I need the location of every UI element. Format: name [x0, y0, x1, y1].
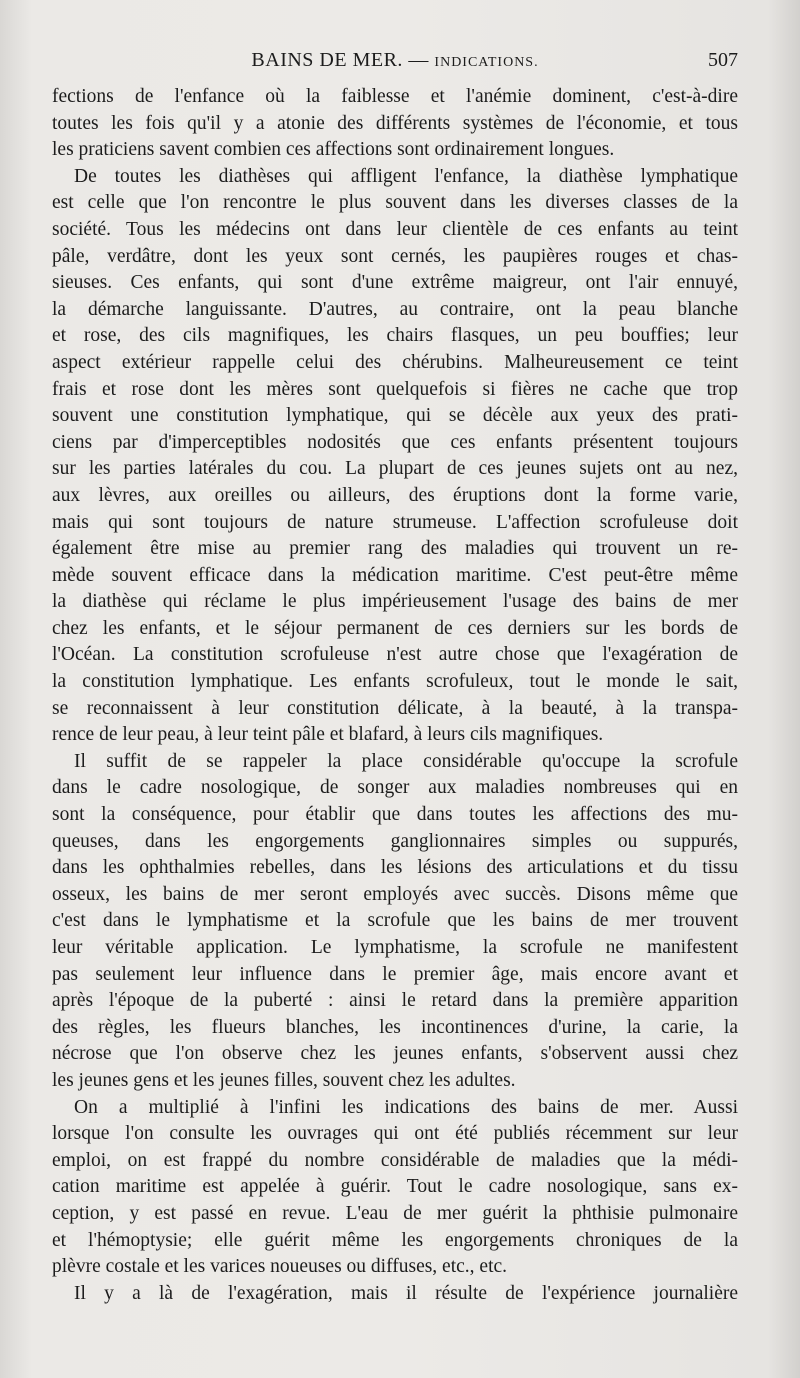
text-line: les praticiens savent combien ces affections sont ordinairement longues.: [52, 139, 615, 161]
text-line: après l'époque de la puberté : ainsi le retard dans la première apparition: [52, 990, 738, 1012]
text-line: toutes les fois qu'il y a atonie des différents systèmes de l'économie, et tous: [52, 112, 738, 134]
text-line: aspect extérieur rappelle celui des chérubins. Malheureusement ce teint: [52, 351, 738, 373]
page-number: 507: [708, 49, 738, 71]
running-title-separator: —: [408, 49, 429, 71]
text-line: aux lèvres, aux oreilles ou ailleurs, des éruptions dont la forme varie,: [52, 484, 738, 506]
text-line: l'Océan. La constitution scrofuleuse n'est autre chose que l'exagération de: [52, 644, 738, 666]
text-line: est celle que l'on rencontre le plus souvent dans les diverses classes de la: [52, 192, 738, 214]
paragraph-start-line: On a multiplié à l'infini les indications des bains de mer. Aussi: [74, 1096, 738, 1118]
text-line: se reconnaissent à leur constitution délicate, à la beauté, à la transpa-: [52, 697, 738, 719]
text-line: chez les enfants, et le séjour permanent de ces derniers sur les bords de: [52, 617, 738, 639]
text-line: société. Tous les médecins ont dans leur clientèle de ces enfants au teint: [52, 218, 738, 240]
text-line: des règles, les flueurs blanches, les incontinences d'urine, la carie, la: [52, 1016, 738, 1038]
running-head: [52, 46, 738, 76]
text-line: nécrose que l'on observe chez les jeunes enfants, s'observent aussi chez: [52, 1043, 738, 1065]
paragraph-start-line: Il y a là de l'exagération, mais il résulte de l'expérience journalière: [74, 1282, 738, 1304]
text-line: sieuses. Ces enfants, qui sont d'une extrême maigreur, ont l'air ennuyé,: [52, 272, 738, 294]
running-title: [52, 46, 738, 77]
text-line: la diathèse qui réclame le plus impérieusement l'usage des bains de mer: [52, 591, 738, 613]
text-line: mais qui sont toujours de nature strumeuse. L'affection scrofuleuse doit: [52, 511, 738, 533]
text-line: dans le cadre nosologique, de songer aux maladies nombreuses qui en: [52, 777, 738, 799]
text-line: osseux, les bains de mer seront employés avec succès. Disons même que: [52, 883, 738, 905]
text-line: souvent une constitution lymphatique, qui se décèle aux yeux des prati-: [52, 405, 738, 427]
text-line: frais et rose dont les mères sont quelquefois si fières ne cache que trop: [52, 378, 738, 400]
text-line: la démarche languissante. D'autres, au contraire, ont la peau blanche: [52, 298, 738, 320]
text-line: c'est dans le lymphatisme et la scrofule que les bains de mer trouvent: [52, 910, 738, 932]
text-line: leur véritable application. Le lymphatisme, la scrofule ne manifestent: [52, 937, 738, 958]
text-line: également être mise au premier rang des maladies qui trouvent un re-: [52, 538, 738, 560]
text-line: la constitution lymphatique. Les enfants scrofuleux, tout le monde le sait,: [52, 671, 738, 693]
text-line: et l'hémoptysie; elle guérit même les engorgements chroniques de la: [52, 1229, 738, 1251]
text-line: dans les ophthalmies rebelles, dans les lésions des articulations et du tissu: [52, 857, 738, 879]
paragraph-start-line: Il suffit de se rappeler la place considérable qu'occupe la scrofule: [74, 750, 738, 772]
body-text: [52, 84, 738, 1307]
text-line: pâle, verdâtre, dont les yeux sont cernés, les paupières rouges et chas-: [52, 245, 738, 267]
text-line: fections de l'enfance où la faiblesse et l'anémie dominent, c'est-à-dire: [52, 86, 738, 107]
text-line: emploi, on est frappé du nombre considérable de maladies que la médi-: [52, 1149, 738, 1171]
text-line: sont la conséquence, pour établir que dans toutes les affections des mu-: [52, 804, 738, 826]
text-line: mède souvent efficace dans la médication maritime. C'est peut-être même: [52, 564, 738, 586]
text-line: pas seulement leur influence dans le premier âge, mais encore avant et: [52, 963, 738, 985]
running-title-section: INDICATIONS.: [434, 55, 539, 70]
text-line: lorsque l'on consulte les ouvrages qui ont été publiés récemment sur leur: [52, 1123, 738, 1145]
running-title-main: BAINS DE MER.: [251, 49, 403, 71]
text-line: les jeunes gens et les jeunes filles, souvent chez les adultes.: [52, 1069, 516, 1091]
text-line: queuses, dans les engorgements ganglionnaires simples ou suppurés,: [52, 830, 738, 852]
paragraph-start-line: De toutes les diathèses qui affligent l'enfance, la diathèse lymphatique: [74, 165, 738, 187]
text-line: ciens par d'imperceptibles nodosités que ces enfants présentent toujours: [52, 431, 738, 453]
text-line: rence de leur peau, à leur teint pâle et blafard, à leurs cils magnifiques.: [52, 724, 604, 746]
text-line: ception, y est passé en revue. L'eau de mer guérit la phthisie pulmonaire: [52, 1202, 738, 1224]
text-line: cation maritime est appelée à guérir. Tout le cadre nosologique, sans ex-: [52, 1176, 738, 1198]
text-line: sur les parties latérales du cou. La plupart de ces jeunes sujets ont au nez,: [52, 458, 738, 480]
text-line: et rose, des cils magnifiques, les chairs flasques, un peu bouffies; leur: [52, 325, 738, 347]
text-line: plèvre costale et les varices noueuses ou diffuses, etc., etc.: [52, 1256, 508, 1278]
